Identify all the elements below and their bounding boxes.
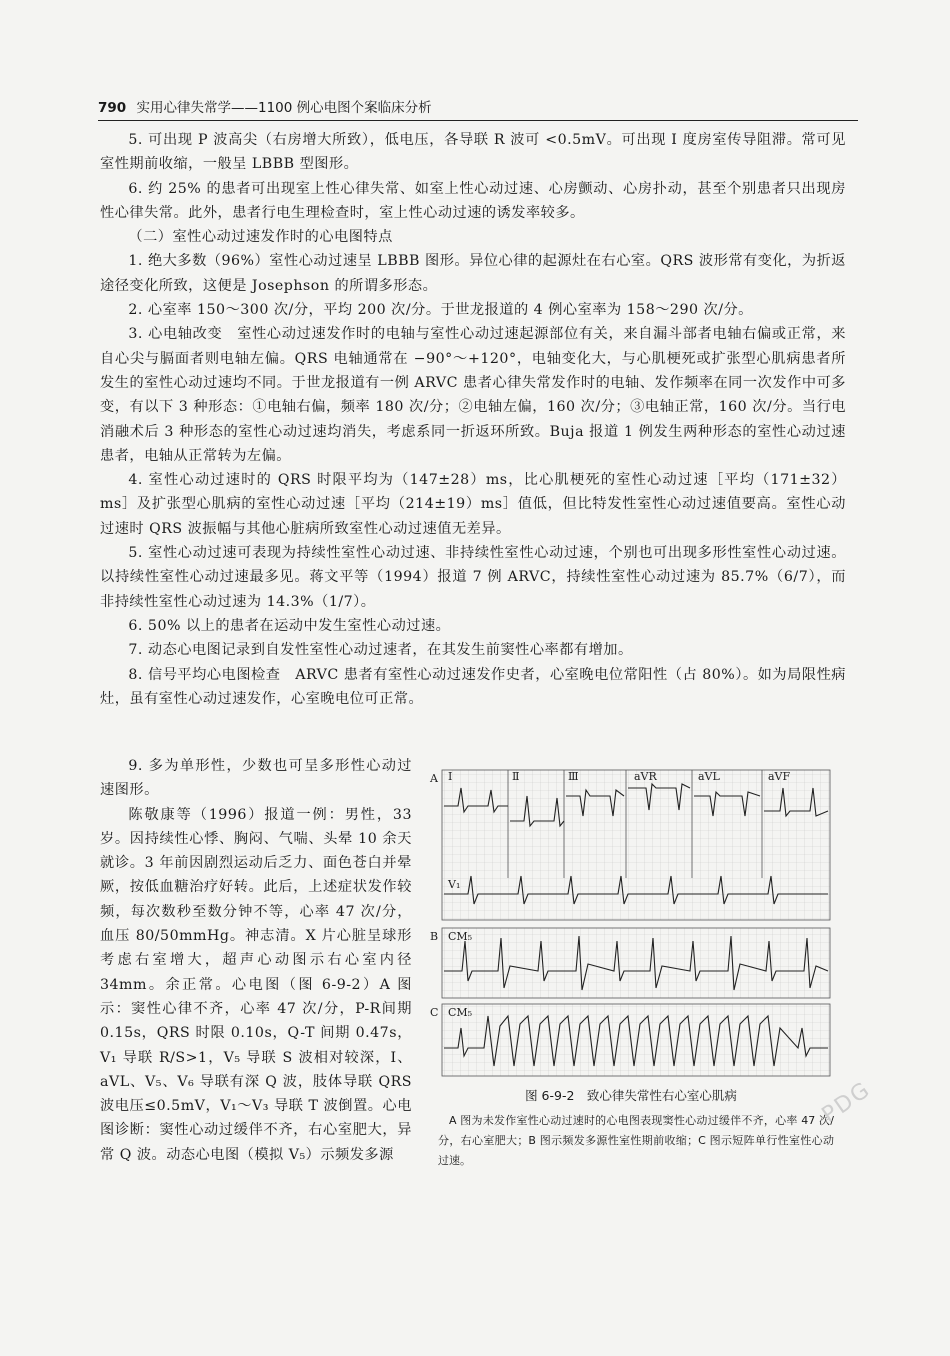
- panel-label: A: [430, 772, 438, 785]
- case-report-paragraph: 陈敬康等（1996）报道一例：男性，33 岁。因持续性心悸、胸闷、气喘、头晕 10 余天就诊。3 年前因剧烈运动后乏力、面色苍白并晕厥，按低血糖治疗好转。此后，上述症状发作较频，每次数秒至数分钟不等，心率 47 次/分，血压 80/50mmHg。神志清。X 片心脏呈球形考虑右室增大，超声心动图示右心室内径 34mm。余正常。心电图（图 6-9-2）A 图示：窦性心律不齐，心率 47 次/分，P-R间期 0.15s，QRS 时限 0.10s，Q-T 间期 0.47s，V₁ 导联 R/S>1，V₅ 导联 S 波相对较深，Ⅰ、aVL、V₅、V₆ 导联有深 Q 波，肢体导联 QRS 波电压≤0.5mV，V₁～V₃ 导联 T 波倒置。心电图诊断：窦性心动过缓伴不齐，右心室肥大，异常 Q 波。动态心电图（模拟 V₅）示频发多源: [100, 806, 412, 1163]
- figure-caption-text: A 图为未发作室性心动过速时的心电图表现窦性心动过缓伴不齐，心率 47 次/分，右心室肥大；B 图示频发多源性室性期前收缩；C 图示短阵单行性室性心动过速。: [438, 1114, 834, 1167]
- watermark: PDG: [817, 1076, 876, 1129]
- paragraph: 1. 绝大多数（96%）室性心动过速呈 LBBB 图形。异位心律的起源灶在右心室。QRS 波形常有变化，为折返途径变化所致，这便是 Josephson 的所谓多形态。: [100, 253, 846, 294]
- panel-label: C: [430, 1006, 439, 1019]
- paragraph: 3. 心电轴改变 室性心动过速发作时的电轴与室性心动过速起源部位有关，来自漏斗部者电轴右偏或正常，来自心尖与膈面者则电轴左偏。QRS 电轴通常在 −90°～+120°，电轴变化大，与心肌梗死或扩张型心肌病患者所发生的室性心动过速均不同。于世龙报道有一例 ARVC 患者心律失常发作时的电轴、发作频率在同一次发作中可多变，有以下 3 种形态：①电轴右偏，频率 180 次/分；②电轴左偏，160 次/分；③电轴正常，160 次/分。当行电消融术后 3 种形态的室性心动过速均消失，考虑系同一折返环所致。Buja 报道 1 例发生两种形态的室性心动过速患者，电轴从正常转为左偏。: [100, 326, 846, 464]
- paragraph: 6. 50% 以上的患者在运动中发生室性心动过速。: [128, 617, 451, 634]
- paragraph: 6. 约 25% 的患者可出现室上性心律失常、如室上性心动过速、心房颤动、心房扑动，甚至个别患者只出现房性心律失常。此外，患者行电生理检查时，室上性心动过速的诱发率较多。: [100, 180, 846, 221]
- lead-label: CM₅: [448, 1006, 473, 1019]
- page-header: [98, 96, 858, 121]
- paragraph: 5. 可出现 P 波高尖（右房增大所致），低电压，各导联 R 波可 <0.5mV。可出现 I 度房室传导阻滞。常可见室性期前收缩，一般呈 LBBB 型图形。: [100, 132, 846, 173]
- lead-label: CM₅: [448, 930, 473, 943]
- ecg-strips: [428, 766, 834, 1084]
- lead-label: aVR: [634, 770, 657, 783]
- running-title: 实用心律失常学——1100 例心电图个案临床分析: [136, 100, 432, 116]
- figure-caption: [438, 1111, 834, 1171]
- panel-b-grid: [442, 928, 830, 998]
- page-number: 790: [98, 100, 127, 116]
- paragraph: 5. 室性心动过速可表现为持续性室性心动过速、非持续性室性心动过速，个别也可出现多形性室性心动过速。以持续性室性心动过速最多见。蒋文平等（1994）报道 7 例 ARVC，持续性室性心动过速为 85.7%（6/7），而非持续性室性心动过速为 14.3%（1/7）。: [100, 545, 846, 610]
- panel-label: B: [430, 930, 439, 943]
- lead-label: Ⅲ: [568, 770, 579, 783]
- section-heading: （二）室性心动过速发作时的心电图特点: [128, 229, 393, 246]
- lead-label: Ⅰ: [448, 770, 453, 783]
- panel-a-grid: [442, 770, 830, 920]
- body-text: [100, 128, 846, 711]
- lead-label: aVL: [698, 770, 720, 783]
- panel-c-grid: [442, 1004, 830, 1076]
- ecg-figure: [428, 766, 834, 1084]
- paragraph: 7. 动态心电图记录到自发性室性心动过速者，在其发生前窦性心率都有增加。: [128, 642, 633, 659]
- lead-label: V₁: [448, 878, 461, 891]
- lead-label: aVF: [768, 770, 791, 783]
- figure-title: 图 6-9-2 致心律失常性右心室心肌病: [525, 1088, 737, 1103]
- paragraph: 4. 室性心动过速时的 QRS 时限平均为（147±28）ms，比心肌梗死的室性心动过速［平均（171±32）ms］及扩张型心肌病的室性心动过速［平均（214±19）ms］值低，但比特发性室性心动过速值要高。室性心动过速时 QRS 波振幅与其他心脏病所致室性心动过速值无差异。: [100, 472, 846, 537]
- lead-label: Ⅱ: [512, 770, 520, 783]
- paragraph: 8. 信号平均心电图检查 ARVC 患者有室性心动过速发作史者，心室晚电位常阳性（占 80%）。如为局限性病灶，虽有室性心动过速发作，心室晚电位可正常。: [100, 666, 846, 707]
- paragraph: 2. 心室率 150～300 次/分，平均 200 次/分。于世龙报道的 4 例心室率为 158～290 次/分。: [128, 302, 753, 319]
- paragraph: 9. 多为单形性，少数也可呈多形性心动过速图形。: [100, 758, 412, 799]
- left-column-text: [100, 754, 412, 1167]
